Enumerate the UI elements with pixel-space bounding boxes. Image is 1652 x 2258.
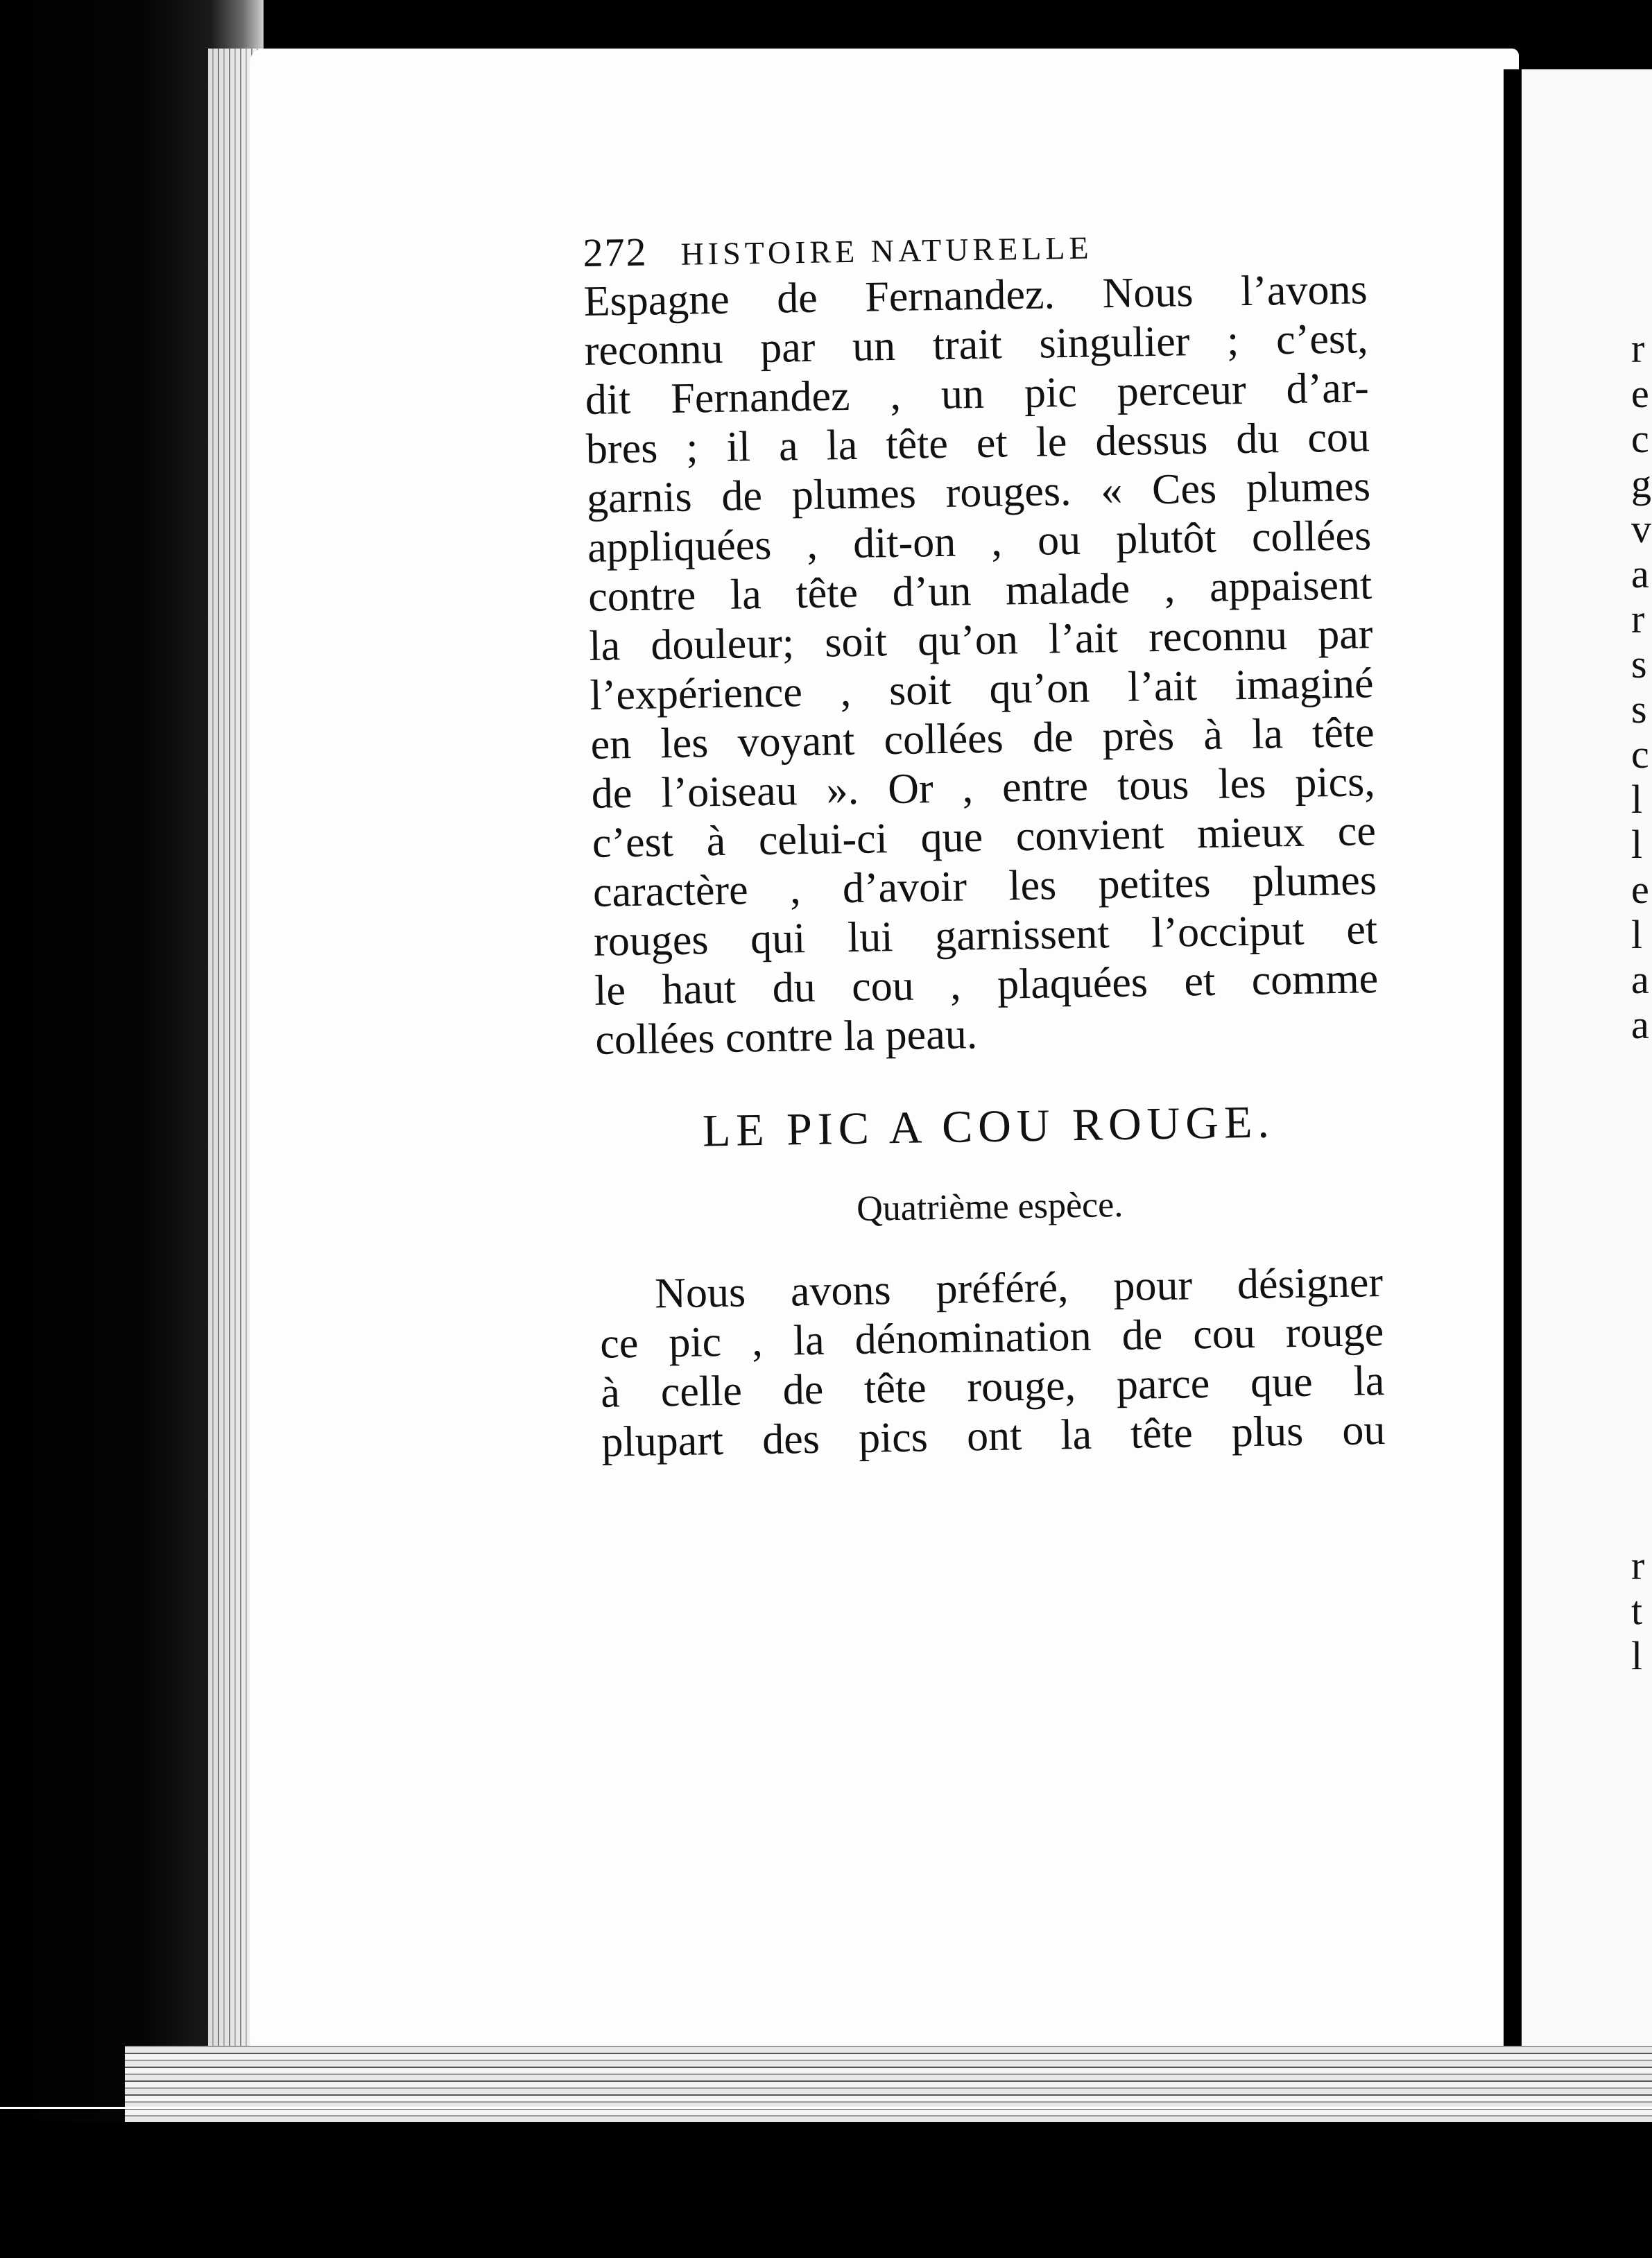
text-line: bres ; il a la tête et le dessus du cou	[585, 413, 1370, 473]
page-bottom-edges	[125, 2046, 1652, 2122]
text-line: Nous avons préféré, pour désigner	[654, 1259, 1384, 1318]
page-gutter-line	[1504, 69, 1522, 2067]
adjacent-letter: g	[1631, 461, 1651, 506]
adjacent-page-letters-upper	[1631, 326, 1652, 1047]
adjacent-page-letters-lower	[1631, 1543, 1652, 1678]
text-line: l’expérience , soit qu’on l’ait imaginé	[590, 660, 1374, 719]
text-line: dit Fernandez , un pic perceur d’ar-	[585, 364, 1370, 424]
adjacent-letter: l	[1631, 777, 1643, 822]
adjacent-letter: l	[1631, 1633, 1643, 1678]
adjacent-letter: s	[1631, 687, 1647, 732]
text-line: reconnu par un trait singulier ; c’est,	[584, 315, 1369, 374]
adjacent-letter: v	[1631, 506, 1651, 551]
text-line: appliquées , dit-on , ou plutôt collées	[587, 512, 1372, 571]
page-number: 272	[583, 229, 648, 275]
text-line: en les voyant collées de près à la tête	[590, 709, 1375, 768]
scan-bottom-border	[0, 2122, 1652, 2258]
running-title: HISTOIRE NATURELLE	[680, 230, 1093, 272]
adjacent-letter: l	[1631, 912, 1643, 957]
adjacent-letter: a	[1631, 957, 1649, 1002]
text-line: garnis de plumes rouges. « Ces plumes	[586, 463, 1371, 522]
adjacent-letter: e	[1631, 371, 1649, 416]
text-line: la douleur; soit qu’on l’ait reconnu par	[588, 610, 1373, 670]
text-line: contre la tête d’un malade , appaisent	[587, 561, 1373, 621]
text-line: collées contre la peau.	[594, 1010, 978, 1064]
text-line: c’est à celui-ci que convient mieux ce	[592, 807, 1377, 867]
adjacent-letter: e	[1631, 867, 1649, 912]
text-line: à celle de tête rouge, parce que la	[600, 1357, 1385, 1417]
text-line: Espagne de Fernandez. Nous l’avons	[583, 266, 1368, 325]
scan-line	[0, 2107, 1652, 2109]
text-line: ce pic , la dénomination de cou rouge	[599, 1308, 1384, 1368]
paragraph-1	[583, 265, 1407, 1065]
adjacent-letter: r	[1631, 326, 1645, 371]
adjacent-letter: t	[1631, 1588, 1643, 1633]
section-heading: LE PIC A COU ROUGE.	[702, 1096, 1275, 1157]
paragraph-2	[599, 1257, 1413, 1467]
text-line: rouges qui lui garnissent l’occiput et	[593, 906, 1378, 965]
adjacent-letter: a	[1631, 551, 1649, 596]
adjacent-letter: c	[1631, 416, 1649, 461]
text-line: caractère , d’avoir les petites plumes	[592, 856, 1377, 916]
section-subheading: Quatrième espèce.	[856, 1184, 1124, 1229]
text-line: de l’oiseau ». Or , entre tous les pics,	[591, 758, 1376, 818]
adjacent-letter: s	[1631, 641, 1647, 687]
adjacent-letter: r	[1631, 1543, 1645, 1588]
text-line: le haut du cou , plaquées et comme	[594, 955, 1379, 1015]
adjacent-letter: a	[1631, 1002, 1649, 1047]
page-text-block	[583, 216, 1413, 1467]
adjacent-letter: r	[1631, 596, 1645, 641]
adjacent-letter: l	[1631, 822, 1643, 867]
adjacent-letter: c	[1631, 732, 1649, 777]
text-line: plupart des pics ont la tête plus ou	[601, 1406, 1386, 1466]
